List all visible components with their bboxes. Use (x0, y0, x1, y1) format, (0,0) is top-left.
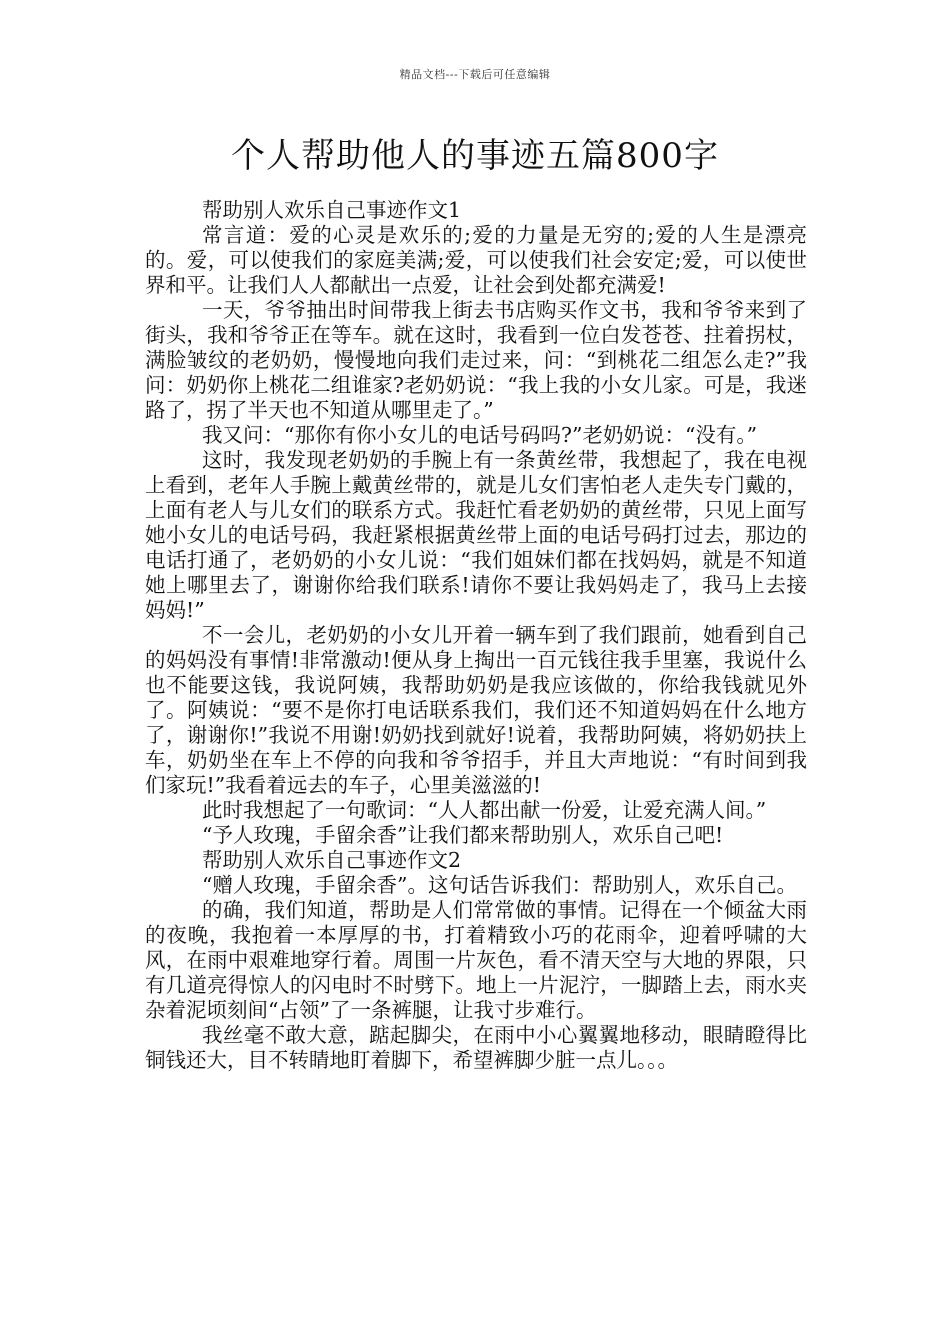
document-body (145, 198, 807, 1073)
paragraph: 常言道：爱的心灵是欢乐的;爱的力量是无穷的;爱的人生是漂亮的。爱，可以使我们的家庭美满;爱，可以使我们社会安定;爱，可以使世界和平。让我们人人都献出一点爱，让社会到处都充满爱! (145, 223, 807, 297)
paragraph: 的确，我们知道，帮助是人们常常做的事情。记得在一个倾盆大雨的夜晚，我抱着一本厚厚的书，打着精致小巧的花雨伞，迎着呼啸的大风，在雨中艰难地穿行着。周围一片灰色，看不清天空与大地的界限，只有几道亮得惊人的闪电时不时劈下。地上一片泥泞，一脚踏上去，雨水夹杂着泥顷刻间“占领”了一条裤腿，让我寸步难行。 (145, 898, 807, 1022)
document-title: 个人帮助他人的事迹五篇800字 (231, 136, 719, 176)
paragraph: 此时我想起了一句歌词：“人人都出献一份爱，让爱充满人间。” (202, 798, 767, 822)
paragraph: 一天，爷爷抽出时间带我上街去书店购买作文书，我和爷爷来到了街头，我和爷爷正在等车。就在这时，我看到一位白发苍苍、拄着拐杖，满脸皱纹的老奶奶，慢慢地向我们走过来，问：“到桃花二组怎么走?”我问：奶奶你上桃花二组谁家?老奶奶说：“我上我的小女儿家。可是，我迷路了，拐了半天也不知道从哪里走了。” (145, 298, 807, 422)
paragraph: 我又问：“那你有你小女儿的电话号码吗?”老奶奶说：“没有。” (202, 423, 758, 447)
paragraph: 这时，我发现老奶奶的手腕上有一条黄丝带，我想起了，我在电视上看到，老年人手腕上戴黄丝带的，就是儿女们害怕老人走失专门戴的，上面有老人与儿女们的联系方式。我赶忙看老奶奶的黄丝带，只见上面写她小女儿的电话号码，我赶紧根据黄丝带上面的电话号码打过去，那边的电话打通了，老奶奶的小女儿说：“我们姐妹们都在找妈妈，就是不知道她上哪里去了，谢谢你给我们联系!请你不要让我妈妈走了，我马上去接妈妈!” (145, 448, 807, 622)
paragraph: 不一会儿，老奶奶的小女儿开着一辆车到了我们跟前，她看到自己的妈妈没有事情!非常激动!便从身上掏出一百元钱往我手里塞，我说什么也不能要这钱，我说阿姨，我帮助奶奶是我应该做的，你给我钱就见外了。阿姨说：“要不是你打电话联系我们，我们还不知道妈妈在什么地方了，谢谢你!”我说不用谢!奶奶找到就好!说着，我帮助阿姨，将奶奶扶上车，奶奶坐在车上不停的向我和爷爷招手，并且大声地说：“有时间到我们家玩!”我看着远去的车子，心里美滋滋的! (145, 623, 807, 797)
paragraph: “赠人玫瑰，手留余香”。这句话告诉我们：帮助别人，欢乐自己。 (202, 873, 797, 897)
paragraph: 我丝毫不敢大意，踮起脚尖，在雨中小心翼翼地移动，眼睛瞪得比铜钱还大，目不转睛地盯着脚下，希望裤脚少脏一点儿。。。 (145, 1023, 807, 1072)
paragraph: “予人玫瑰，手留余香”让我们都来帮助别人，欢乐自己吧! (202, 823, 724, 847)
header-note: 精品文档---下载后可任意编辑 (399, 68, 551, 81)
section-heading-2: 帮助别人欢乐自己事迹作文2 (202, 848, 462, 872)
section-heading-1: 帮助别人欢乐自己事迹作文1 (202, 198, 462, 222)
